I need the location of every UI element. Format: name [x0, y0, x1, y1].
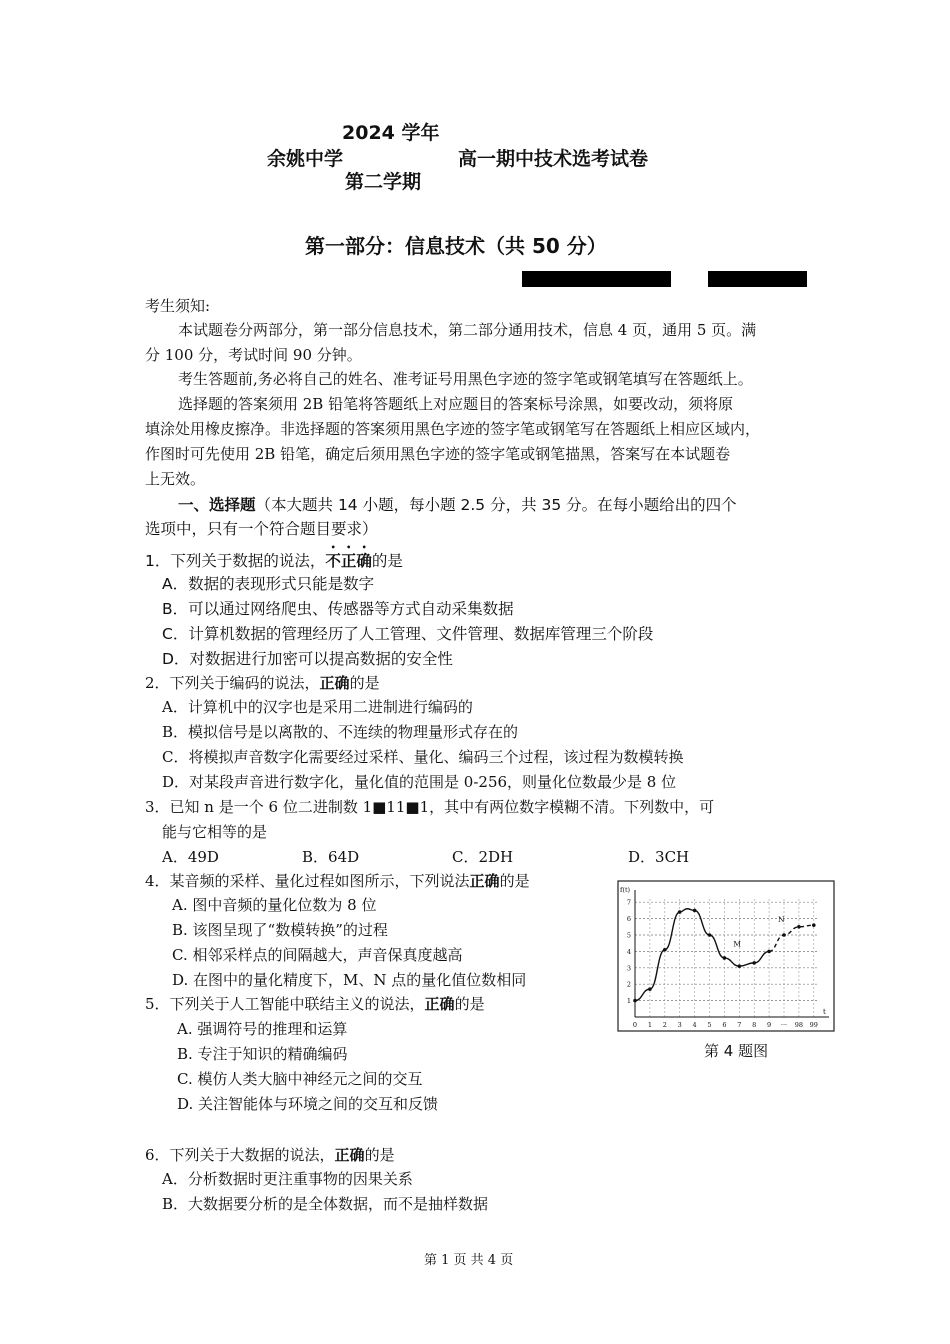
part-title: 第一部分：信息技术（共 50 分）	[305, 234, 607, 258]
question-5-option-c: C. 模仿人类大脑中神经元之间的交互	[177, 1070, 423, 1088]
x-tick-label: 5	[707, 1021, 712, 1029]
x-tick-label: 0	[632, 1021, 638, 1029]
sample-point	[752, 961, 756, 965]
stem-text: 的是	[454, 995, 485, 1013]
sample-point	[708, 933, 712, 937]
sample-point	[663, 948, 667, 952]
question-1-option-c: C．计算机数据的管理经历了人工管理、文件管理、数据库管理三个阶段	[162, 625, 654, 643]
question-5-option-a: A. 强调符号的推理和运算	[177, 1020, 348, 1038]
question-6-option-a: A．分析数据时更注重事物的因果关系	[162, 1170, 413, 1188]
question-5-stem	[145, 993, 485, 1015]
y-axis-label: f(t)	[620, 886, 631, 894]
sample-point	[678, 910, 682, 914]
question-5-option-d: D. 关注智能体与环境之间的交互和反馈	[177, 1095, 439, 1113]
x-tick-label: 2	[662, 1021, 667, 1029]
x-tick-label: ···	[780, 1021, 788, 1029]
section-desc: 选项中，只有一个符合题目要求）	[145, 520, 378, 538]
question-1-option-b: B．可以通过网络爬虫、传感器等方式自动采集数据	[162, 600, 514, 618]
y-tick-label: 4	[626, 947, 631, 956]
y-tick-label: 6	[626, 915, 631, 924]
question-2-option-a: A．计算机中的汉字也是采用二进制进行编码的	[162, 698, 473, 716]
sample-point	[648, 987, 652, 991]
question-1-option-a: A．数据的表现形式只能是数字	[162, 575, 375, 593]
stem-text: 的是	[499, 872, 530, 890]
header-term: 第二学期	[345, 171, 422, 193]
sample-point	[767, 950, 771, 954]
question-6-stem	[145, 1144, 395, 1166]
y-tick-label: 3	[626, 964, 631, 973]
section-heading	[178, 494, 737, 516]
notice-text: 作图时可先使用 2B 铅笔，确定后须用黑色字迹的签字笔或钢笔描黑，答案写在本试题卷	[145, 445, 731, 463]
stem-emphasis: 不正确	[325, 552, 372, 570]
x-tick-label: 1	[647, 1021, 652, 1029]
question-6-option-b: B．大数据要分析的是全体数据，而不是抽样数据	[162, 1195, 489, 1213]
annotation-n: N	[778, 914, 785, 924]
sample-point	[782, 933, 786, 937]
header-school: 余姚中学	[267, 148, 344, 170]
stem-emphasis: 正确	[469, 872, 500, 890]
x-tick-label: 9	[767, 1021, 772, 1029]
notice-text: 填涂处用橡皮擦净。非选择题的答案须用黑色字迹的签字笔或钢笔写在答题纸上相应区域内，	[145, 420, 761, 438]
sample-point	[723, 956, 727, 960]
question-2-option-d: D．对某段声音进行数字化，量化值的范围是 0-256，则量化位数最少是 8 位	[162, 773, 677, 791]
x-tick-label: 8	[752, 1021, 757, 1029]
question-3-option-b: B．64D	[302, 848, 360, 866]
stem-text: 1．下列关于数据的说法，	[145, 552, 326, 570]
stem-text: 2．下列关于编码的说法，	[145, 674, 320, 692]
redaction-bar	[708, 271, 807, 287]
question-3-option-d: D．3CH	[628, 848, 690, 866]
y-tick-label: 5	[626, 931, 631, 940]
annotation-m: M	[733, 939, 742, 949]
sample-point	[797, 925, 801, 929]
x-tick-label: 7	[737, 1021, 742, 1029]
question-3-stem: 能与它相等的是	[162, 823, 268, 841]
question-2-stem	[145, 672, 380, 694]
section-label: 一、选择题	[178, 496, 256, 514]
x-tick-label: 98	[794, 1021, 804, 1029]
x-tick-label: 3	[677, 1021, 682, 1029]
y-tick-label: 1	[626, 997, 631, 1006]
stem-text: 4．某音频的采样、量化过程如图所示，下列说法	[145, 872, 470, 890]
chart-frame	[618, 881, 834, 1031]
sample-point	[633, 999, 637, 1003]
stem-emphasis: 正确	[424, 995, 455, 1013]
sample-point	[693, 909, 697, 913]
x-axis-label: t	[823, 1008, 826, 1016]
question-4-option-d: D. 在图中的量化精度下，M、N 点的量化值位数相同	[172, 971, 527, 989]
stem-text: 的是	[371, 552, 403, 570]
stem-emphasis: 正确	[319, 674, 350, 692]
x-tick-label: 4	[692, 1021, 697, 1029]
question-3-option-c: C．2DH	[452, 848, 514, 866]
question-5-option-b: B. 专注于知识的精确编码	[177, 1045, 348, 1063]
notice-text: 分 100 分，考试时间 90 分钟。	[145, 346, 362, 364]
stem-text: 的是	[364, 1146, 395, 1164]
header-year: 2024 学年	[342, 122, 440, 144]
question-4-option-a: A. 图中音频的量化位数为 8 位	[172, 896, 377, 914]
stem-text: 5．下列关于人工智能中联结主义的说法，	[145, 995, 425, 1013]
figure-caption: 第 4 题图	[704, 1042, 769, 1060]
notice-text: 本试题卷分两部分，第一部分信息技术，第二部分通用技术，信息 4 页，通用 5 页。满	[178, 321, 757, 339]
redaction-bar	[522, 271, 671, 287]
stem-text: 的是	[349, 674, 380, 692]
stem-emphasis: 正确	[334, 1146, 365, 1164]
question-3-option-a: A．49D	[162, 848, 219, 866]
x-tick-label: 6	[722, 1021, 727, 1029]
section-desc: （本大题共 14 小题，每小题 2.5 分，共 35 分。在每小题给出的四个	[255, 496, 737, 514]
sample-point	[738, 964, 742, 968]
question-2-option-b: B．模拟信号是以离散的、不连续的物理量形式存在的	[162, 723, 519, 741]
question-4-option-b: B. 该图呈现了“数模转换”的过程	[172, 921, 388, 939]
question-1-stem	[145, 543, 403, 572]
notice-text: 上无效。	[145, 470, 206, 488]
sample-point	[812, 923, 816, 927]
question-4-stem	[145, 870, 530, 892]
header-exam-title: 高一期中技术选考试卷	[458, 148, 649, 170]
y-tick-label: 7	[626, 898, 631, 907]
notice-text: 考生答题前,务必将自己的姓名、准考证号用黑色字迹的签字笔或钢笔填写在答题纸上。	[178, 370, 753, 388]
q4-sampling-chart	[617, 880, 837, 1036]
notice-text: 选择题的答案须用 2B 铅笔将答题纸上对应题目的答案标号涂黑，如要改动，须将原	[178, 395, 734, 413]
x-tick-label: 99	[809, 1021, 818, 1029]
question-4-option-c: C. 相邻采样点的间隔越大，声音保真度越高	[172, 946, 463, 964]
question-1-option-d: D．对数据进行加密可以提高数据的安全性	[162, 650, 453, 668]
question-3-stem: 3．已知 n 是一个 6 位二进制数 1■11■1，其中有两位数字模糊不清。下列数中，可	[145, 798, 715, 816]
notice-title: 考生须知:	[145, 297, 211, 315]
page-footer: 第 1 页 共 4 页	[424, 1253, 514, 1268]
y-tick-label: 2	[626, 980, 631, 989]
stem-text: 6．下列关于大数据的说法，	[145, 1146, 335, 1164]
question-2-option-c: C．将模拟声音数字化需要经过采样、量化、编码三个过程，该过程为数模转换	[162, 748, 684, 766]
